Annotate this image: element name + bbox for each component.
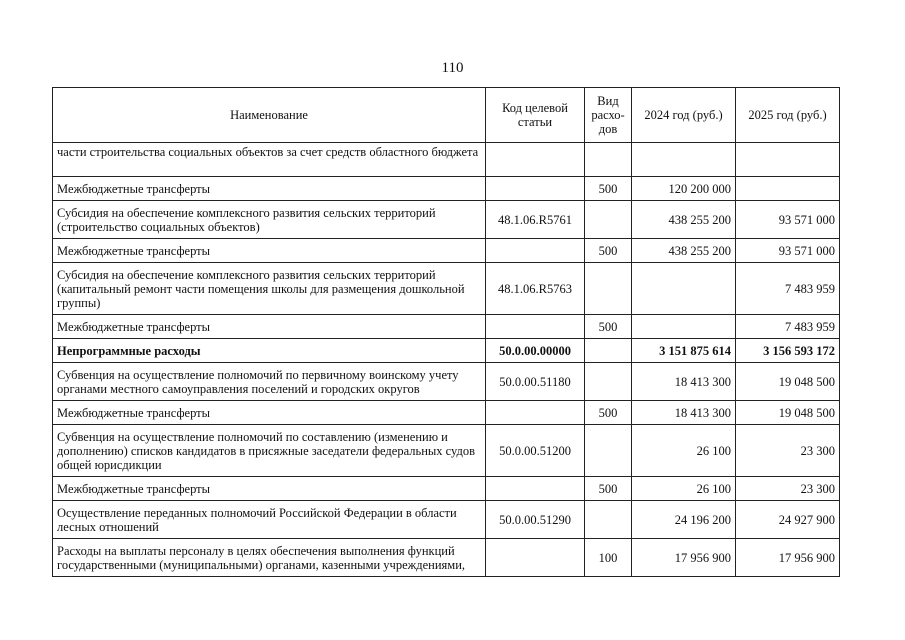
row-kind: 500	[585, 177, 632, 201]
row-name: Субвенция на осуществление полномочий по первичному воинскому учету органами местного самоуправления поселений и городских округов	[53, 363, 486, 401]
row-2024: 18 413 300	[632, 363, 736, 401]
row-2024: 24 196 200	[632, 501, 736, 539]
row-code	[486, 477, 585, 501]
table-row	[53, 339, 840, 363]
row-2024: 26 100	[632, 477, 736, 501]
row-code	[486, 143, 585, 177]
page-number: 110	[441, 60, 464, 76]
row-code: 48.1.06.R5763	[486, 263, 585, 315]
row-code: 50.0.00.51180	[486, 363, 585, 401]
row-2025: 23 300	[736, 425, 840, 477]
row-kind	[585, 363, 632, 401]
row-2025: 23 300	[736, 477, 840, 501]
row-kind: 100	[585, 539, 632, 577]
row-2024	[632, 143, 736, 177]
row-name: Межбюджетные трансферты	[53, 315, 486, 339]
row-kind	[585, 339, 632, 363]
table-row	[53, 477, 840, 501]
row-name: Межбюджетные трансферты	[53, 177, 486, 201]
table-row	[53, 315, 840, 339]
row-2025: 19 048 500	[736, 363, 840, 401]
row-name: Осуществление переданных полномочий Российской Федерации в области лесных отношений	[53, 501, 486, 539]
row-kind: 500	[585, 401, 632, 425]
table-row	[53, 401, 840, 425]
row-kind: 500	[585, 239, 632, 263]
table-row	[53, 501, 840, 539]
row-kind: 500	[585, 315, 632, 339]
row-2024	[632, 263, 736, 315]
table-row	[53, 177, 840, 201]
row-2025: 17 956 900	[736, 539, 840, 577]
row-2024	[632, 315, 736, 339]
row-kind	[585, 201, 632, 239]
row-2024: 120 200 000	[632, 177, 736, 201]
row-2024: 17 956 900	[632, 539, 736, 577]
row-code	[486, 539, 585, 577]
row-2024: 18 413 300	[632, 401, 736, 425]
row-name: Межбюджетные трансферты	[53, 477, 486, 501]
row-kind	[585, 263, 632, 315]
row-2025: 7 483 959	[736, 315, 840, 339]
row-2025: 24 927 900	[736, 501, 840, 539]
row-name: Субсидия на обеспечение комплексного развития сельских территорий (строительство социальных объектов)	[53, 201, 486, 239]
row-2024: 3 151 875 614	[632, 339, 736, 363]
row-2025: 19 048 500	[736, 401, 840, 425]
row-code	[486, 315, 585, 339]
table-row	[53, 263, 840, 315]
row-kind: 500	[585, 477, 632, 501]
row-name: Межбюджетные трансферты	[53, 401, 486, 425]
row-2025: 93 571 000	[736, 239, 840, 263]
header-name: Наименование	[53, 88, 486, 143]
row-code: 50.0.00.00000	[486, 339, 585, 363]
table-row	[53, 539, 840, 577]
row-name: части строительства социальных объектов за счет средств областного бюджета	[53, 143, 486, 177]
header-2025: 2025 год (руб.)	[736, 88, 840, 143]
row-2025: 7 483 959	[736, 263, 840, 315]
header-2024: 2024 год (руб.)	[632, 88, 736, 143]
row-code	[486, 401, 585, 425]
row-name: Субвенция на осуществление полномочий по составлению (изменению и дополнению) списков кандидатов в присяжные заседатели федеральных судов общей юрисдикции	[53, 425, 486, 477]
header-code: Код целевой статьи	[486, 88, 585, 143]
header-kind: Вид расхо-дов	[585, 88, 632, 143]
row-code: 50.0.00.51290	[486, 501, 585, 539]
row-name: Межбюджетные трансферты	[53, 239, 486, 263]
row-name: Расходы на выплаты персоналу в целях обеспечения выполнения функций государственными (муниципальными) органами, казенными учреждениями,	[53, 539, 486, 577]
row-name: Непрограммные расходы	[53, 339, 486, 363]
budget-table	[52, 87, 840, 577]
row-kind	[585, 143, 632, 177]
table-row	[53, 239, 840, 263]
row-name: Субсидия на обеспечение комплексного развития сельских территорий (капитальный ремонт части помещения школы для размещения дошкольной группы)	[53, 263, 486, 315]
table-row	[53, 425, 840, 477]
row-2025	[736, 143, 840, 177]
row-code: 50.0.00.51200	[486, 425, 585, 477]
row-2024: 438 255 200	[632, 239, 736, 263]
row-kind	[585, 425, 632, 477]
table-row	[53, 143, 840, 177]
table-header-row	[53, 88, 840, 143]
table-row	[53, 363, 840, 401]
row-2025: 3 156 593 172	[736, 339, 840, 363]
row-2025	[736, 177, 840, 201]
row-code	[486, 177, 585, 201]
row-2025: 93 571 000	[736, 201, 840, 239]
row-2024: 438 255 200	[632, 201, 736, 239]
row-code	[486, 239, 585, 263]
row-kind	[585, 501, 632, 539]
row-code: 48.1.06.R5761	[486, 201, 585, 239]
table-row	[53, 201, 840, 239]
row-2024: 26 100	[632, 425, 736, 477]
